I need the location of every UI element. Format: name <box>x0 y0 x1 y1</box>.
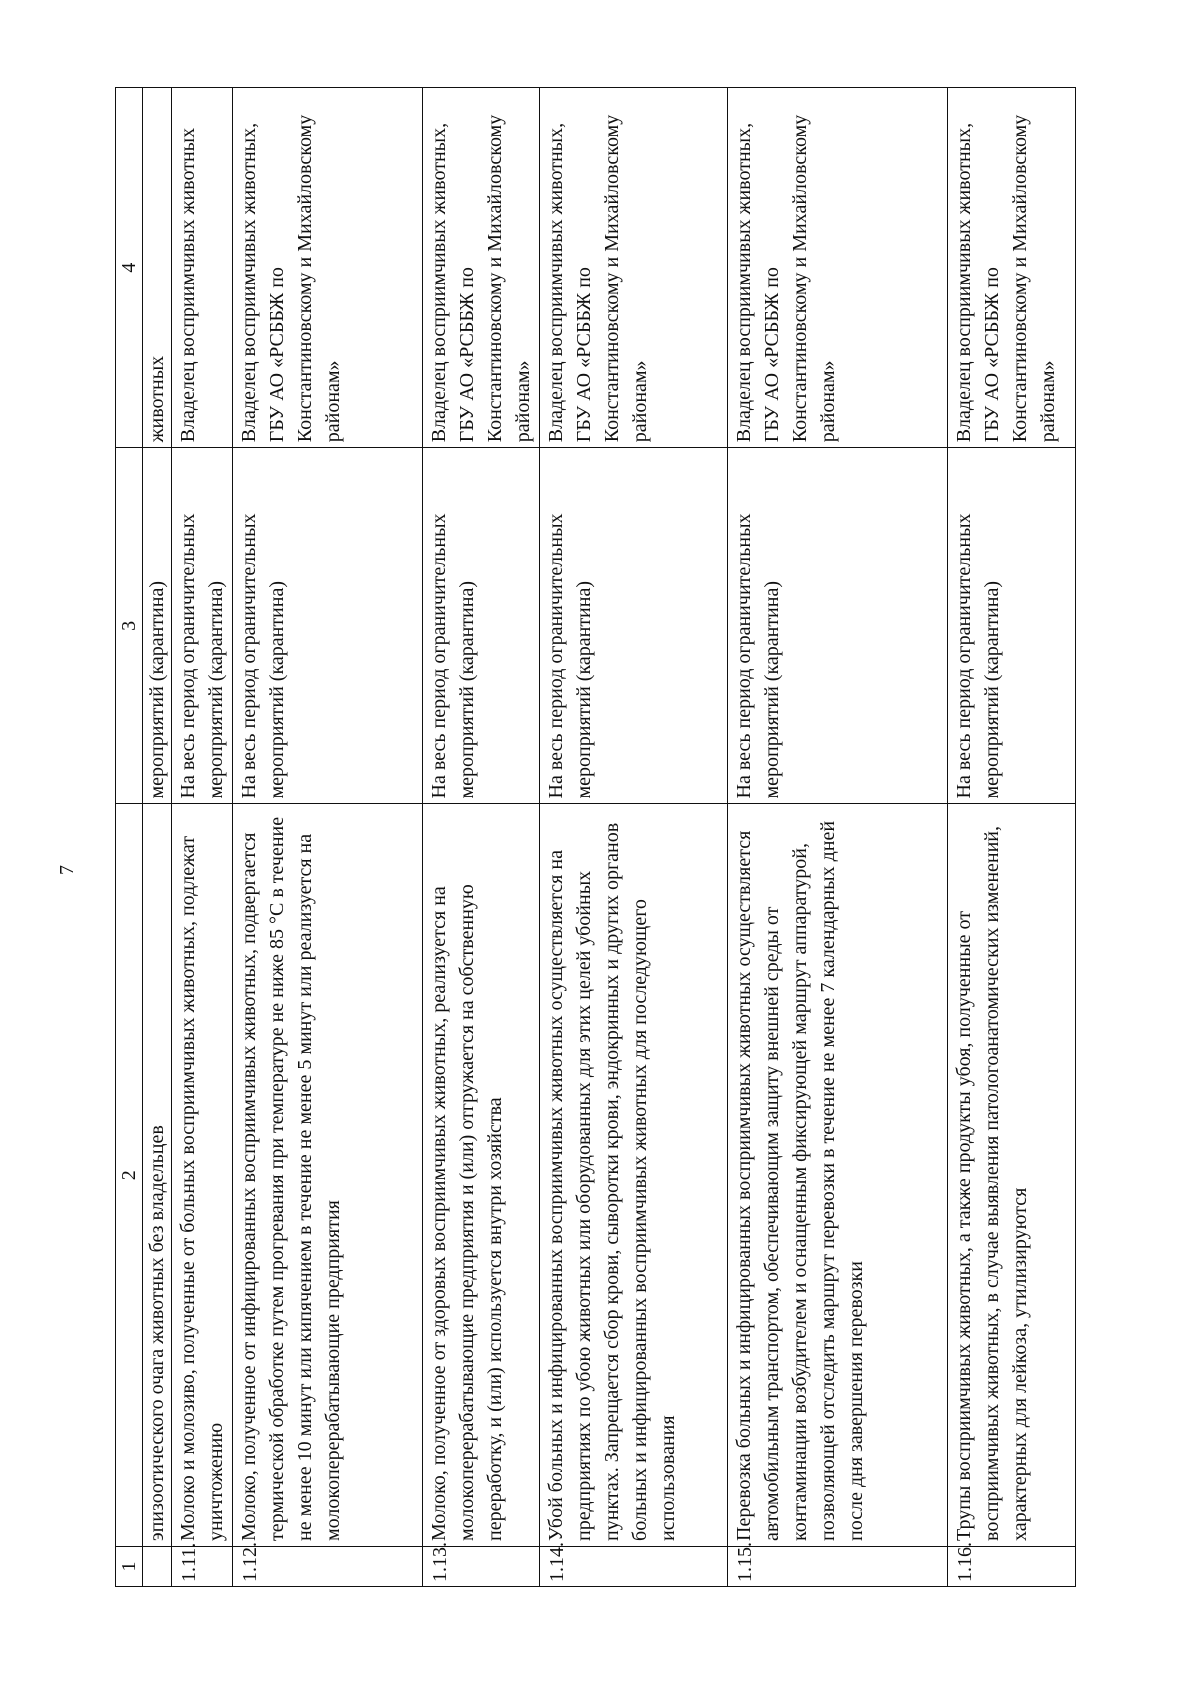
row-responsible: Владелец восприимчивых животных, ГБУ АО «РСББЖ по Константиновскому и Михайловскому районам» <box>423 88 540 448</box>
row-requirement: Молоко, полученное от здоровых восприимчивых животных, реализуется на молокоперерабатывающие предприятия и (или) отгружается на собственную переработку, и (или) используется внутри хозяйства <box>423 804 540 1546</box>
continuation-row <box>143 88 172 1587</box>
row-responsible: Владелец восприимчивых животных, ГБУ АО «РСББЖ по Константиновскому и Михайловскому районам» <box>728 88 948 448</box>
table-row <box>233 88 423 1587</box>
row-requirement: Молоко, полученное от инфицированных восприимчивых животных, подвергается термической обработке путем прогревания при температуре не ниже 85 °С в течение не менее 10 минут или кипячением в течение не менее 5 минут или реализуется на молокоперерабатывающие предприятия <box>233 804 423 1546</box>
row-requirement: Молоко и молозиво, полученные от больных восприимчивых животных, подлежат уничтожению <box>172 804 233 1546</box>
header-col-3: 3 <box>116 448 143 804</box>
header-col-4: 4 <box>116 88 143 448</box>
row-period: На весь период ограничительных мероприятий (карантина) <box>728 448 948 804</box>
measures-table <box>115 87 1076 1587</box>
row-number: 1.11. <box>172 1546 233 1586</box>
row-number: 1.15. <box>728 1546 948 1586</box>
row-responsible: Владелец восприимчивых животных, ГБУ АО «РСББЖ по Константиновскому и Михайловскому районам» <box>948 88 1076 448</box>
row-period: На весь период ограничительных мероприятий (карантина) <box>233 448 423 804</box>
page-number: 7 <box>56 865 78 875</box>
table-row <box>728 88 948 1587</box>
continuation-requirement: эпизоотического очага животных без владельцев <box>143 804 172 1546</box>
row-requirement: Перевозка больных и инфицированных восприимчивых животных осуществляется автомобильным транспортом, обеспечивающим защиту внешней среды от контаминации возбудителем и оснащенным фиксирующей маршрут аппаратурой, позволяющей отследить маршрут перевозки в течение не менее 7 календарных дней после дня завершения перевозки <box>728 804 948 1546</box>
table-row <box>172 88 233 1587</box>
row-number: 1.13. <box>423 1546 540 1586</box>
table-row <box>423 88 540 1587</box>
row-number: 1.12. <box>233 1546 423 1586</box>
row-period: На весь период ограничительных мероприятий (карантина) <box>948 448 1076 804</box>
row-period: На весь период ограничительных мероприятий (карантина) <box>423 448 540 804</box>
continuation-num-cell <box>143 1546 172 1586</box>
continuation-period: мероприятий (карантина) <box>143 448 172 804</box>
header-col-1: 1 <box>116 1546 143 1586</box>
row-number: 1.14. <box>540 1546 728 1586</box>
continuation-responsible: животных <box>143 88 172 448</box>
row-period: На весь период ограничительных мероприятий (карантина) <box>540 448 728 804</box>
table-row <box>540 88 728 1587</box>
row-period: На весь период ограничительных мероприятий (карантина) <box>172 448 233 804</box>
document-table-rotated <box>115 87 1063 1587</box>
header-col-2: 2 <box>116 804 143 1546</box>
row-responsible: Владелец восприимчивых животных, ГБУ АО «РСББЖ по Константиновскому и Михайловскому районам» <box>540 88 728 448</box>
header-row <box>116 88 143 1587</box>
row-requirement: Трупы восприимчивых животных, а также продукты убоя, полученные от восприимчивых животных, в случае выявления патологоанатомических изменений, характерных для лейкоза, утилизируются <box>948 804 1076 1546</box>
table-row <box>948 88 1076 1587</box>
row-responsible: Владелец восприимчивых животных <box>172 88 233 448</box>
row-responsible: Владелец восприимчивых животных, ГБУ АО «РСББЖ по Константиновскому и Михайловскому районам» <box>233 88 423 448</box>
row-requirement: Убой больных и инфицированных восприимчивых животных осуществляется на предприятиях по убою животных или оборудованных для этих целей убойных пунктах. Запрещается сбор крови, сыворотки крови, эндокринных и других органов больных и инфицированных восприимчивых животных для последующего использования <box>540 804 728 1546</box>
row-number: 1.16. <box>948 1546 1076 1586</box>
